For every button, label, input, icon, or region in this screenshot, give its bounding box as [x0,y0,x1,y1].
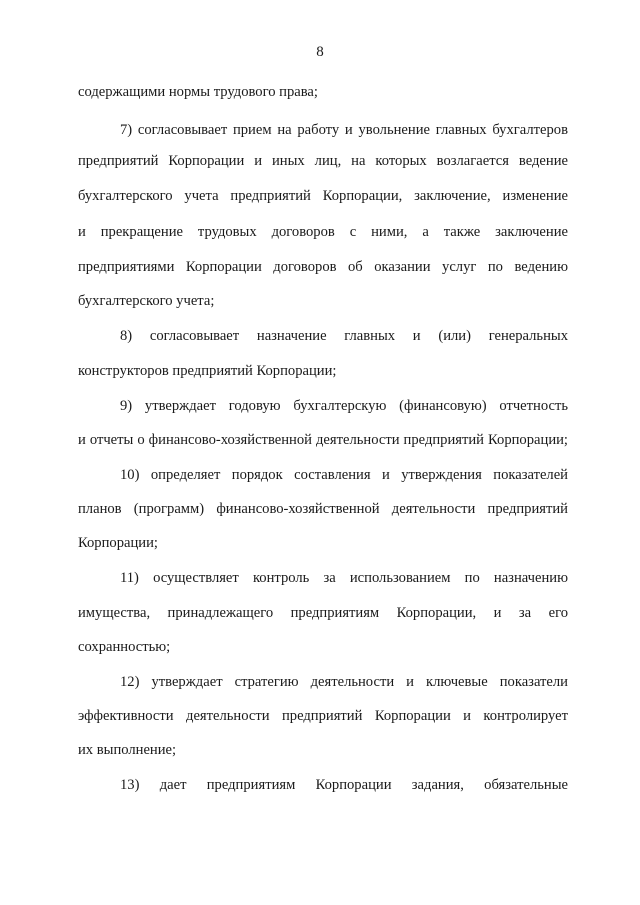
text-line: предприятиями Корпорации договоров об оказании услуг по ведению [78,259,568,275]
item-9-start: 9) утверждает годовую бухгалтерскую (финансовую) отчетность [120,398,568,414]
text-line: и прекращение трудовых договоров с ними, а также заключение [78,224,568,240]
item-7-start: 7) согласовывает прием на работу и увольнение главных бухгалтеров [120,122,568,138]
text-line: конструкторов предприятий Корпорации; [78,363,337,379]
text-line: и отчеты о финансово-хозяйственной деятельности предприятий Корпорации; [78,432,568,448]
text-line: планов (программ) финансово-хозяйственной деятельности предприятий [78,501,568,517]
text-line: бухгалтерского учета предприятий Корпорации, заключение, изменение [78,188,568,204]
text-line: имущества, принадлежащего предприятиям Корпорации, и за его [78,605,568,621]
item-11-start: 11) осуществляет контроль за использованием по назначению [120,570,568,586]
item-10-start: 10) определяет порядок составления и утверждения показателей [120,467,568,483]
item-12-start: 12) утверждает стратегию деятельности и ключевые показатели [120,674,568,690]
text-line: их выполнение; [78,742,177,758]
text-line: сохранностью; [78,639,171,655]
item-13-start: 13) дает предприятиям Корпорации задания, обязательные [120,777,568,793]
item-8-start: 8) согласовывает назначение главных и (или) генеральных [120,328,568,344]
text-line: содержащими нормы трудового права; [78,84,318,100]
text-line: предприятий Корпорации и иных лиц, на которых возлагается ведение [78,153,568,169]
text-line: эффективности деятельности предприятий Корпорации и контролирует [78,708,568,724]
text-line: Корпорации; [78,535,158,551]
text-line: бухгалтерского учета; [78,293,215,309]
page-number: 8 [316,44,324,60]
